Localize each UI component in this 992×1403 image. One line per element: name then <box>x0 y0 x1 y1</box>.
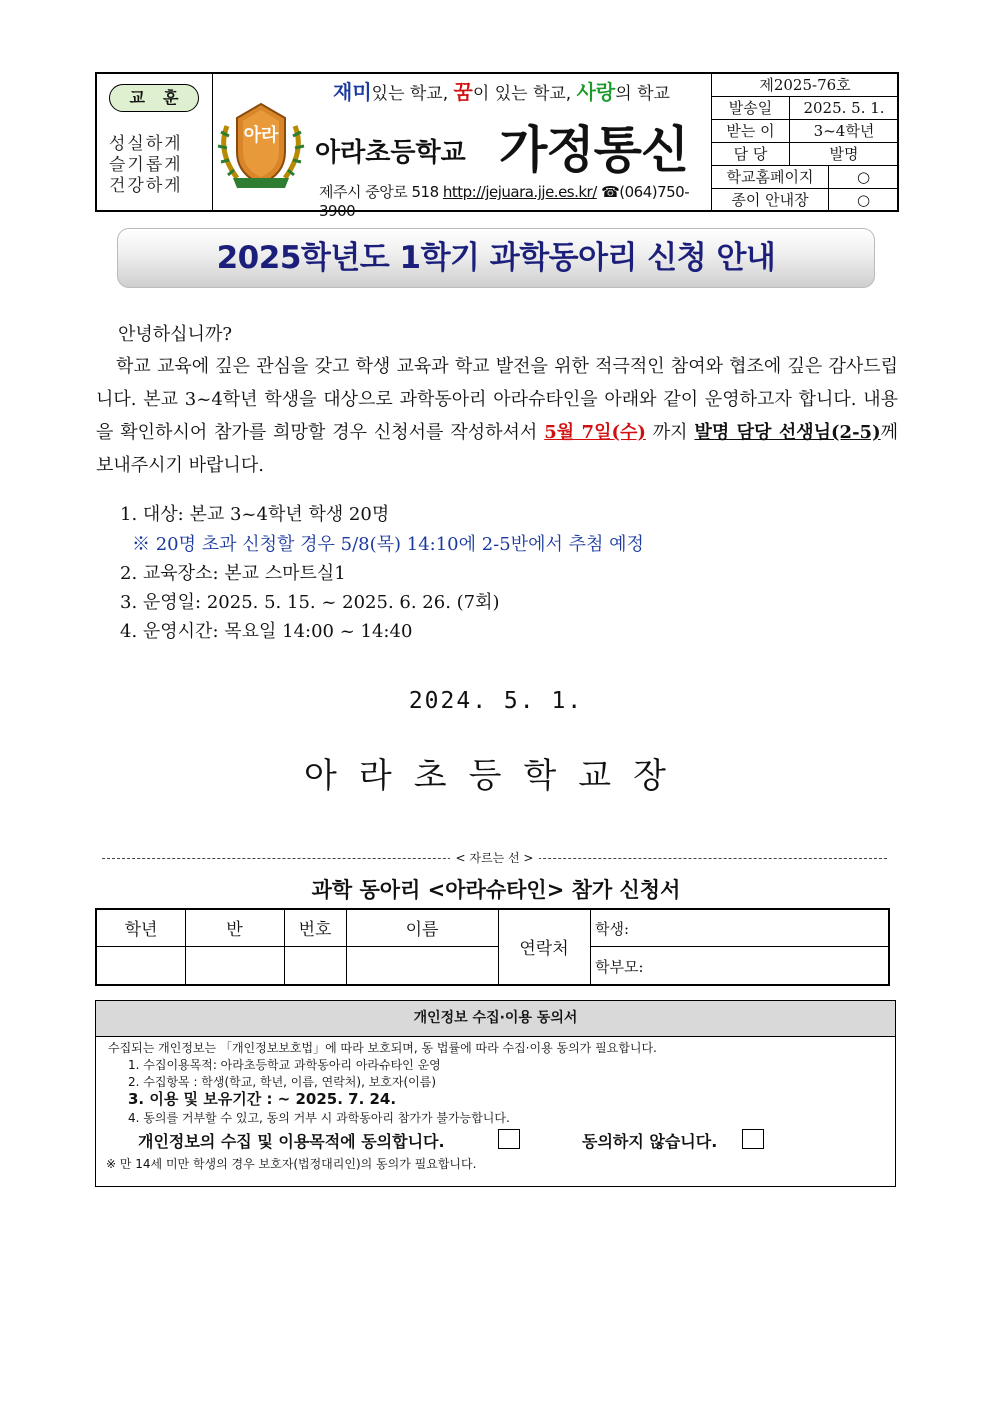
send-date-value: 2025. 5. 1. <box>803 99 885 117</box>
motto-line: 성실하게 <box>109 134 183 154</box>
slogan-word-fun: 재미 <box>333 80 372 104</box>
motto-badge: 교훈 <box>109 84 199 112</box>
agree-label: 개인정보의 수집 및 이용목적에 동의합니다. <box>138 1132 445 1151</box>
motto-line: 슬기롭게 <box>109 155 183 175</box>
header-grade: 학년 <box>124 920 158 940</box>
school-name: 아라초등학교 <box>315 138 466 168</box>
list-item-target: 1. 대상: 본교 3~4학년 학생 20명 <box>120 504 390 525</box>
student-phone-field[interactable] <box>642 912 886 944</box>
slogan-text: 의 학교 <box>615 84 670 104</box>
paper-notice-mark: ○ <box>856 191 871 209</box>
manager-value: 발명 <box>829 145 859 163</box>
paper-notice-label: 종이 안내장 <box>712 189 829 212</box>
parent-phone-field[interactable] <box>657 948 886 982</box>
homepage-row <box>712 166 898 189</box>
guardian-note: ※ 만 14세 미만 학생의 경우 보호자(법정대리인)의 동의가 필요합니다. <box>106 1157 477 1171</box>
school-emblem-logo <box>215 96 307 191</box>
issue-date: 2024. 5. 1. <box>408 688 584 714</box>
name-field[interactable] <box>348 948 496 982</box>
principal-signature: 아라초등학교장 <box>304 756 688 796</box>
motto-lines <box>109 134 183 197</box>
agree-checkbox[interactable] <box>498 1129 520 1149</box>
slogan-word-love: 사랑 <box>576 80 616 104</box>
header-name: 이름 <box>405 920 439 940</box>
logo-text: 아라 <box>243 125 279 146</box>
grade-field[interactable] <box>99 948 183 982</box>
header-contact: 연락처 <box>519 939 569 959</box>
application-table <box>95 908 890 986</box>
manager-row <box>712 143 898 166</box>
phone-number: ☎(064)750-3900 <box>319 183 690 220</box>
deadline: 5월 7일(수) <box>544 422 646 443</box>
consent-item-fields: 2. 수집항목 : 학생(학교, 학년, 이름, 연락처), 보호자(이름) <box>128 1075 437 1089</box>
homepage-label: 학교홈페이지 <box>712 166 829 188</box>
title-column <box>213 74 711 220</box>
header-class: 반 <box>226 920 243 940</box>
list-item-time: 4. 운영시간: 목요일 14:00 ~ 14:40 <box>120 621 413 642</box>
notice-title: 2025학년도 1학기 과학동아리 신청 안내 <box>216 240 776 276</box>
student-phone-label: 학생: <box>595 920 630 938</box>
number-field[interactable] <box>286 948 344 982</box>
recipient-row <box>712 120 898 143</box>
body-text: 께 보내주시기 바랍니다. <box>96 422 898 476</box>
send-date-row <box>712 97 898 120</box>
newsletter-name: 가정통신 <box>499 121 689 179</box>
slogan-word-dream: 꿈 <box>453 80 473 104</box>
consent-intro: 수집되는 개인정보는 「개인정보보호법」에 따라 보호되며, 동 법률에 따라 수집·이용 동의가 필요합니다. <box>108 1041 657 1055</box>
cut-line <box>102 850 887 866</box>
slogan-text: 있는 학교, <box>371 84 454 104</box>
application-title: 과학 동아리 <아라슈타인> 참가 신청서 <box>311 878 681 902</box>
disagree-label: 동의하지 않습니다. <box>582 1132 718 1151</box>
school-contact <box>319 181 711 220</box>
lottery-note: ※ 20명 초과 신청할 경우 5/8(목) 14:10에 2-5반에서 추첨 예정 <box>132 534 644 555</box>
disagree-checkbox[interactable] <box>742 1129 764 1149</box>
consent-item-refusal: 4. 동의를 거부할 수 있고, 동의 거부 시 과학동아리 참가가 불가능합니다. <box>128 1111 510 1125</box>
body-text: 까지 <box>645 422 695 443</box>
greeting: 안녕하십니까? <box>118 324 232 345</box>
parent-phone-label: 학부모: <box>595 958 644 976</box>
teacher-contact: 발명 담당 선생님(2-5) <box>694 422 881 443</box>
list-item-dates: 3. 운영일: 2025. 5. 15. ~ 2025. 6. 26. (7회) <box>120 592 500 613</box>
title-banner <box>117 228 875 288</box>
body-paragraph <box>96 350 898 482</box>
motto-column <box>97 74 213 210</box>
privacy-consent-box <box>95 1000 896 1187</box>
homepage-mark: ○ <box>856 168 871 186</box>
motto-line: 건강하게 <box>109 176 183 196</box>
school-slogan <box>333 76 670 105</box>
header-number: 번호 <box>298 920 332 940</box>
send-date-label: 발송일 <box>712 97 790 119</box>
consent-title: 개인정보 수집·이용 동의서 <box>96 1001 895 1037</box>
list-item-location: 2. 교육장소: 본교 스마트실1 <box>120 563 346 584</box>
recipient-label: 받는 이 <box>712 120 790 142</box>
address-text: 제주시 중앙로 518 <box>319 183 439 201</box>
website-link[interactable]: http://jejuara.jje.es.kr/ <box>442 183 597 201</box>
cut-label: < 자르는 선 > <box>450 850 540 866</box>
consent-item-period: 3. 이용 및 보유기간 : ~ 2025. 7. 24. <box>128 1090 397 1108</box>
issue-number-row <box>712 74 898 97</box>
manager-label: 담 당 <box>712 143 790 165</box>
class-field[interactable] <box>187 948 282 982</box>
info-table <box>711 74 897 210</box>
consent-item-purpose: 1. 수집이용목적: 아라초등학교 과학동아리 아라슈타인 운영 <box>128 1058 441 1072</box>
slogan-text: 이 있는 학교, <box>472 84 577 104</box>
paper-notice-row <box>712 189 898 212</box>
issue-number: 제2025-76호 <box>759 76 851 94</box>
newsletter-header <box>95 72 899 220</box>
recipient-value: 3~4학년 <box>813 122 875 140</box>
body-text: 학교 교육에 깊은 관심을 갖고 학생 교육과 학교 발전을 위한 적극적인 참여와 협조에 깊은 감사드립니다. 본교 3~4학년 학생을 대상으로 과학동아리 아라슈타인을 아래와 같이 운영하고자 합니다. 내용을 확인하시어 참가를 희망할 경우 신청서를 작성하셔서 <box>96 356 898 443</box>
